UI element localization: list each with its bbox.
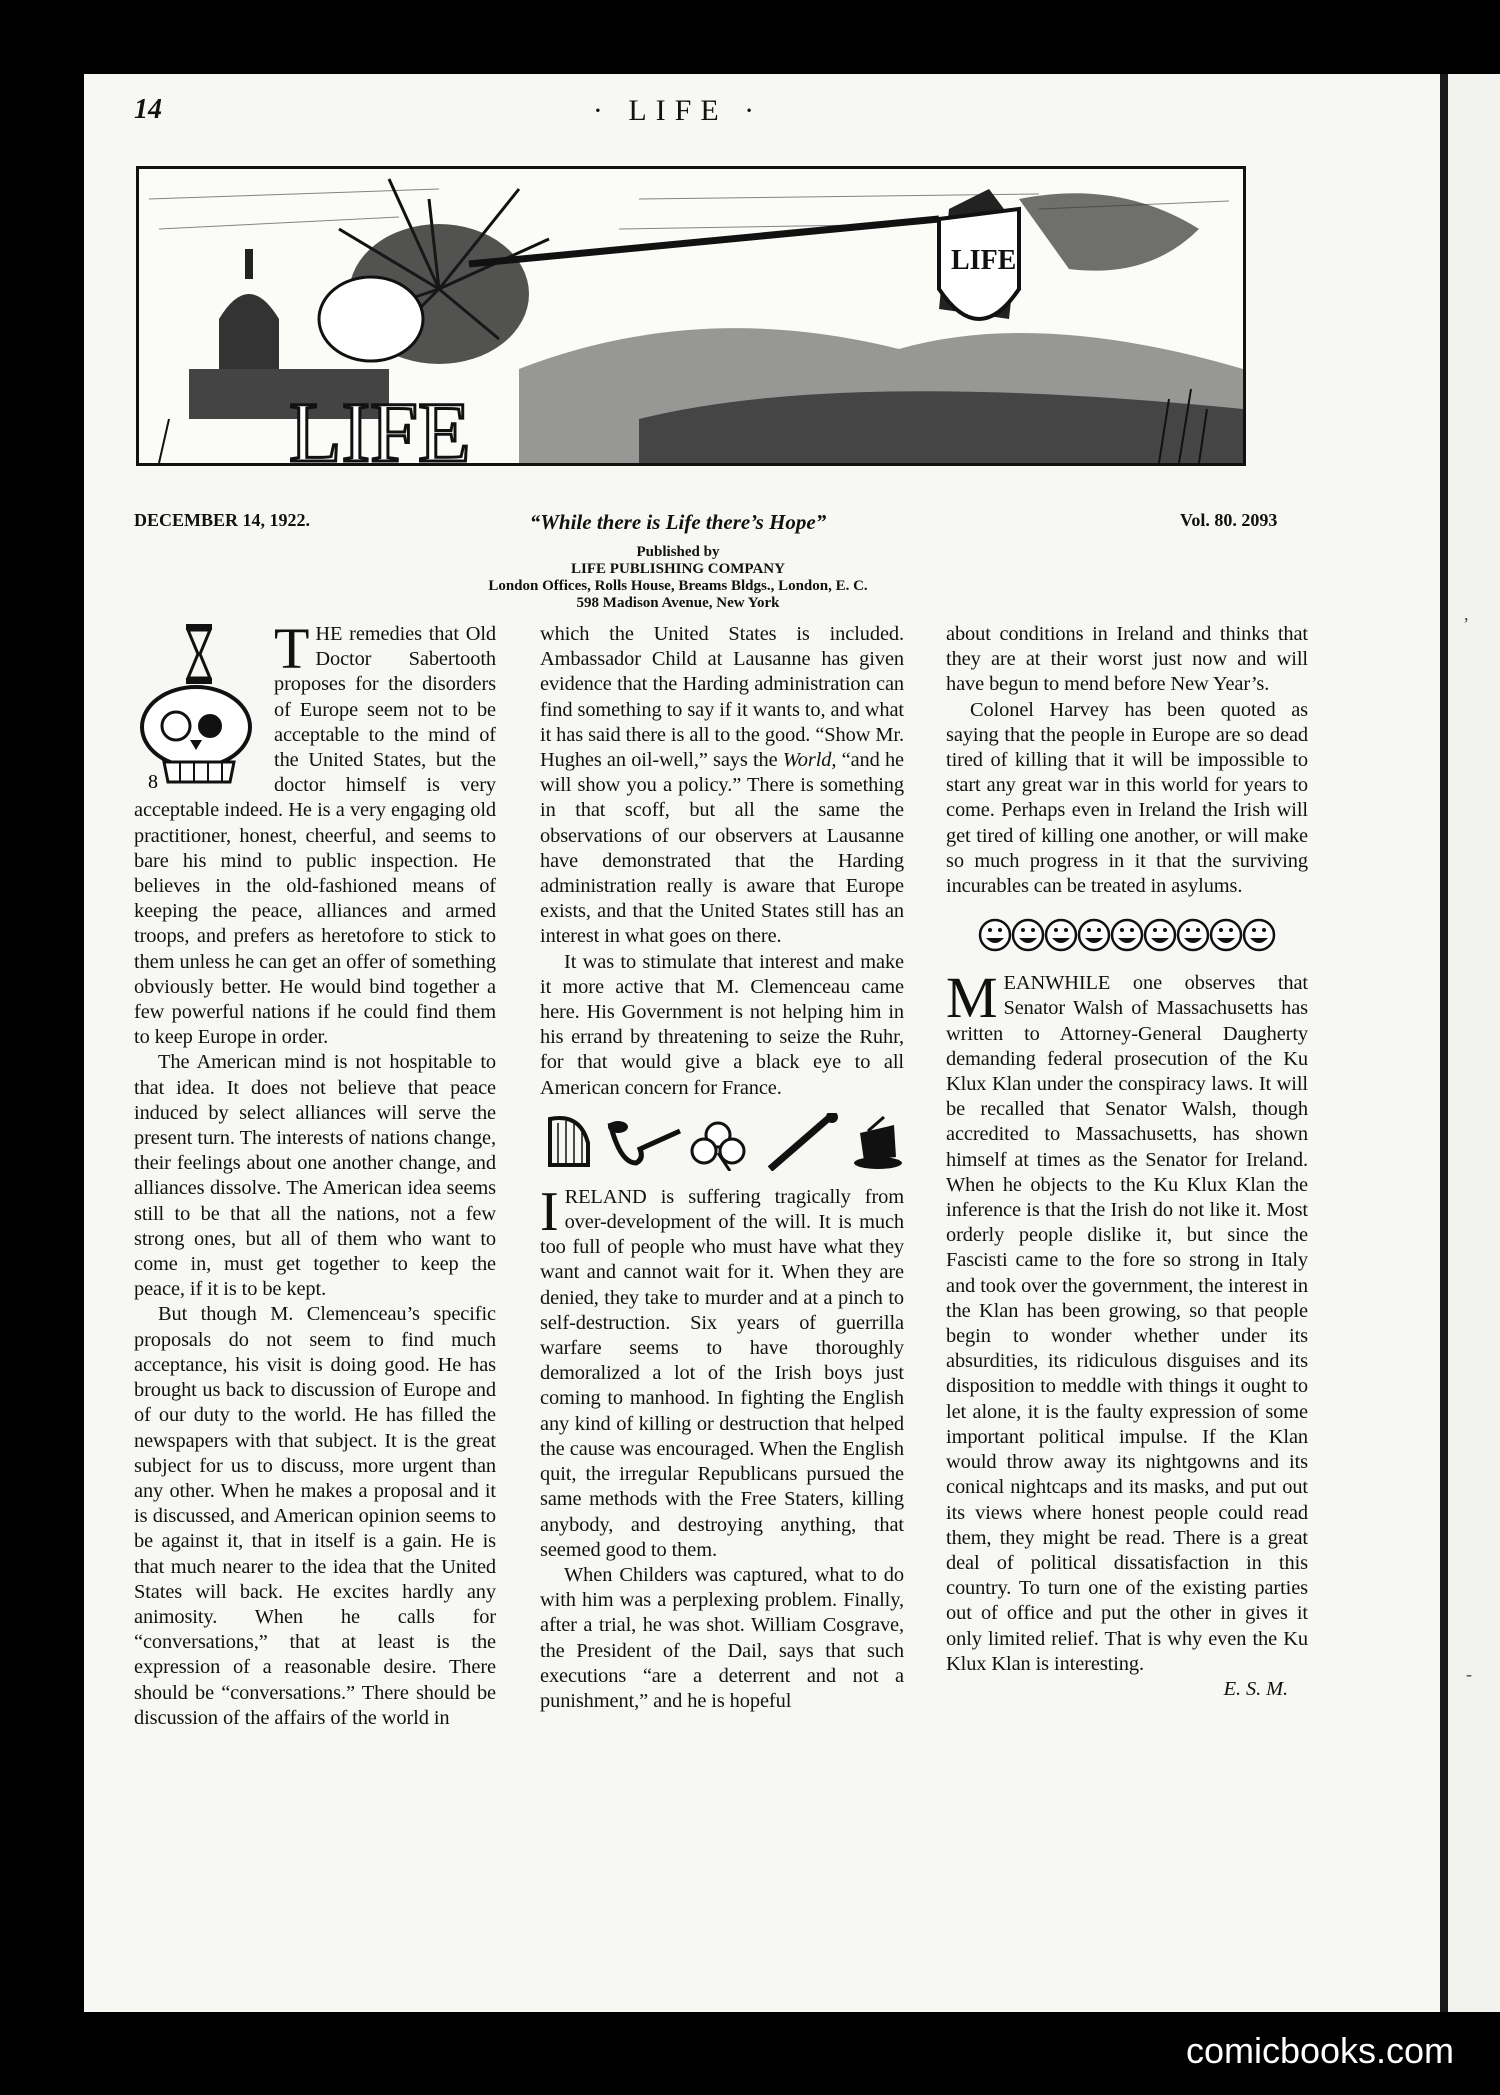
col1-paragraph-2: The American mind is not hospitable to that idea. It does not believe that peace induced by select alliances will serve the present turn. The interests of nations change, their feelings about one another change, and alliances dissolve. The American idea seems still to be that all the nations, not a few strong ones, but all of them who want to come in, must get together to keep the peace, if it is to be kept. (134, 1051, 496, 1301)
page-number: 14 (134, 94, 162, 125)
world-newspaper-name: World, (782, 749, 837, 772)
clay-pipe-icon (608, 1121, 680, 1163)
top-hat-icon (854, 1117, 902, 1169)
col2-paragraph-1: which the United States is included. Ambassador Child at Lausanne has given evidence that the Harding administration can find something to say if it wants to, and what it has said there is all to the good. “Show Mr. Hughes an oil-well,” says the (540, 623, 904, 772)
drop-cap-i: I (540, 1180, 559, 1243)
london-offices: London Offices, Rolls House, Breams Bldgs., London, E. C. (488, 578, 868, 594)
published-by: Published by (636, 544, 720, 560)
col2-paragraph-4: When Childers was captured, what to do with him was a perplexing problem. Finally, after a trial, he was shot. William Cosgrave, the President of the Dail, says that such executions “are a deterrent and not a punishment,” and he is hopeful (540, 1563, 904, 1712)
face-icon (1046, 920, 1076, 950)
svg-text:LIFE: LIFE (951, 245, 1017, 276)
col2-paragraph-3: RELAND is suffering tragically from over-development of the will. It is much too full of people who must have what they want and cannot wait for it. When they are denied, they take to murder and at a pinch to self-destruction. Six years of guerrilla warfare seems to have thoroughly demoralized a lot of the Irish boys just coming to manhood. In fighting the English any kind of killing or destruction that helped the cause was encouraged. When the English quit, the irregular Republicans pursued the same methods with the Free Staters, killing anybody, and destroying anything, that seemed good to them. (540, 1185, 904, 1561)
face-icon (1013, 920, 1043, 950)
article-column-1 (134, 616, 496, 1731)
face-icon (1211, 920, 1241, 950)
author-signature: E. S. M. (1223, 1677, 1288, 1700)
col1-paragraph-1: HE remedies that Old Doctor Sabertooth proposes for the disorders of Europe seem not to be acceptable to the mind of the United States, but the doctor himself is very acceptable indeed. He is a very engaging old practitioner, honest, cheerful, and seems to bare his mind to public inspection. He believes in the old-fashioned means of keeping the peace, alliances and armed troops, and prefers as heretofore to stick to them unless he can get an offer of something obviously better. He would bind together a few powerful nations if he could find them to keep Europe in order. (134, 623, 496, 1049)
drop-cap-m: M (946, 965, 998, 1031)
article-column-2 (540, 622, 904, 1714)
shillelagh-icon (770, 1113, 838, 1169)
svg-text:8: 8 (148, 771, 158, 792)
face-icon (1178, 920, 1208, 950)
publisher-name: LIFE PUBLISHING COMPANY (571, 561, 785, 577)
volume-number: Vol. 80. 2093 (1180, 510, 1278, 530)
watermark: comicbooks.com (1162, 2019, 1478, 2083)
col3-paragraph-1: about conditions in Ireland and thinks that they are at their worst just now and will have begun to mend before New Year’s. (946, 623, 1308, 696)
page-gutter (1440, 74, 1448, 2012)
drop-cap-t: T (274, 616, 310, 681)
col3-paragraph-2: Colonel Harvey has been quoted as saying that the people in Europe are so dead tired of killing that it will be impossible to start any great war in this world for years to come. Perhaps even in Ireland the Irish will get tired of killing one another, or will make so much progress in it that the surviving incurables can be treated in asylums. (946, 698, 1308, 898)
grinning-faces-icon (946, 913, 1308, 957)
masthead-drawing (139, 169, 1243, 463)
issue-date: DECEMBER 14, 1922. (134, 510, 311, 530)
col3-paragraph-3: EANWHILE one observes that Senator Walsh of Massachusetts has written to Attorney-General Daugherty demanding federal prosecution of the Ku Klux Klan under the conspiracy laws. It will be recalled that Senator Walsh, though accredited to Massachusetts, has shown himself at times as the Senator for Ireland. When he objects to the Ku Klux Klan the inference is that the Irish do not like it. Most orderly people dislike it, but since the Fascisti came to the fore so strong in Italy and took over the government, the interest in the Klan has been growing, so that people begin to wonder whether under its absurdities, its ridiculous disguises and its disposition to meddle with things it ought to let alone, it is the faulty expression of some important political impulse. If the Klan would throw away its nightgowns and its conical nightcaps and its masks, and put out its views where honest people could read them, they might be read. There is a great deal of political dissatisfaction in this country. To turn one of the existing parties out of office and put the other in gives it only limited relief. That is why even the Ku Klux Klan is interesting. (946, 972, 1308, 1675)
col1-paragraph-3: But though M. Clemenceau’s specific proposals do not seem to find much acceptance, his visit is doing good. He has brought us back to discussion of Europe and of our duty to the world. He has filled the newspapers with that subject. It is the great subject for us to discuss, more urgent than any other. When he makes a proposal and it is discussed, and American opinion seems to be against it, that in itself is a gain. He is that much nearer to the idea that the United States will back. He excites hardly any animosity. When he calls for “conversations,” that at least is the expression of a reasonable desire. There should be “conversations.” There should be discussion of the affairs of the world in (134, 1303, 496, 1729)
motto: “While there is Life there’s Hope” (529, 510, 827, 534)
svg-text:LIFE: LIFE (289, 384, 471, 463)
face-icon (1244, 920, 1274, 950)
face-icon (1112, 920, 1142, 950)
article-column-3 (946, 622, 1308, 1702)
col2-paragraph-2: It was to stimulate that interest and make it more active that M. Clemenceau came here. His Government is not helping him in his errand by threatening to seize the Ruhr, for that would give a black eye to all American concern for France. (540, 950, 904, 1099)
col2-paragraph-1-rest: “and he will show you a policy.” There is something in that scoff, but all the same the observations of our observers at Lausanne have demonstrated that the Harding administration really is aware that Europe exists, and that the United States still has an interest in what goes on there. (540, 749, 905, 948)
shamrock-icon (692, 1123, 744, 1171)
magazine-title: · LIFE · (592, 94, 764, 127)
masthead-illustration (136, 166, 1246, 466)
harp-icon (550, 1118, 588, 1165)
new-york-address: 598 Madison Avenue, New York (576, 595, 780, 611)
face-icon (980, 920, 1010, 950)
irish-icons-divider (540, 1113, 904, 1171)
face-icon (1079, 920, 1109, 950)
facing-page-edge: , - (1448, 74, 1500, 2012)
face-icon (1145, 920, 1175, 950)
skull-hourglass-icon (134, 622, 264, 792)
